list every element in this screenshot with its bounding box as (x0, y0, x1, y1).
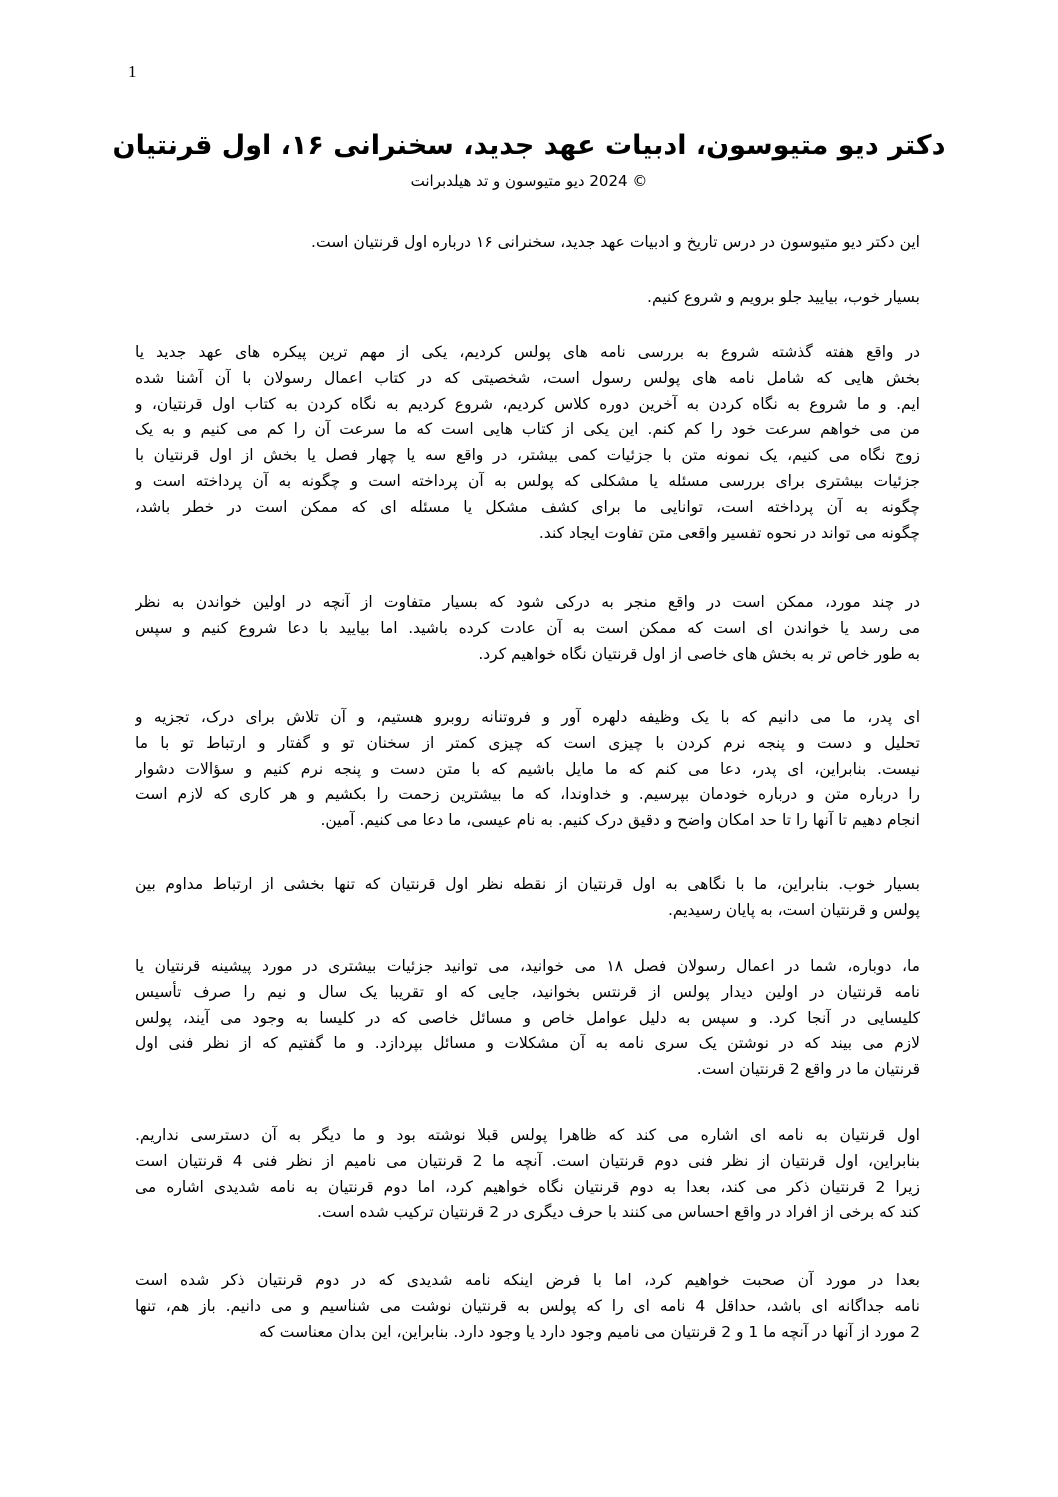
text-line: کند که برخی از افراد در واقع احساس می کنند با حرف دیگری در 2 قرنتیان ترکیب شده است. (316, 1203, 920, 1222)
text-line: کلیسایی در آنجا کرد. و سپس به دلیل عوامل خاص و مسائل خاصی که در کلیسا به وجود می آیند، پولس (135, 1008, 920, 1027)
text-line: به طور خاص تر به بخش های خاصی از اول قرنتیان نگاه خواهیم کرد. (478, 644, 920, 663)
paragraph (135, 285, 920, 311)
text-line: این دکتر دیو متیوسون در درس تاریخ و ادبیات عهد جدید، سخنرانی ۱۶ درباره اول قرنتیان است. (311, 233, 920, 251)
paragraph (135, 954, 920, 1083)
text-line: من می خواهم سرعت خود را کم کنم. این یکی از کتاب هایی است که ما سرعت آن را کم می کنیم و به یک (135, 420, 920, 439)
page-number: 1 (128, 62, 137, 81)
text-line: تحلیل و دست و پنجه نرم کردن با چیزی است که چیزی کمتر از سخنان تو و گفتار و ارتباط تو با ما (135, 733, 920, 752)
text-line: نیست. بنابراین، ای پدر، دعا می کنم که ما مایل باشیم که با متن دست و پنجه نرم کنیم و سؤالات دشوار (135, 759, 920, 778)
text-line: بنابراین، اول قرنتیان از نظر فنی دوم قرنتیان است. آنچه ما 2 قرنتیان می نامیم از نظر فنی 4 قرنتیان است (135, 1151, 920, 1170)
text-line: ما، دوباره، شما در اعمال رسولان فصل ۱۸ می خوانید، می توانید جزئیات بیشتری در مورد پیشینه قرنتیان یا (135, 957, 920, 975)
paragraph (135, 590, 920, 667)
text-line: نامه جداگانه ای باشد، حداقل 4 نامه ای را که پولس به قرنتیان نوشت می شناسیم و می دانیم. باز هم، تنها (135, 1296, 920, 1315)
paragraph (135, 340, 920, 546)
text-line: جزئیات بیشتری برای بررسی مسئله یا مشکلی که پولس به آن پرداخته است و چگونه به آن پرداخته است و (135, 471, 920, 490)
text-line: نامه قرنتیان در اولین دیدار پولس از قرنتس بخوانید، جایی که او تقریبا یک سال و نیم را صرف تأسیس (135, 982, 920, 1001)
document-title: دکتر دیو متیوسون، ادبیات عهد جدید، سخنرانی ۱۶، اول قرنتیان (112, 130, 946, 161)
text-line: بعدا در مورد آن صحبت خواهیم کرد، اما با فرض اینکه نامه شدیدی که در دوم قرنتیان ذکر شده است (135, 1271, 920, 1289)
text-line: چگونه به آن پرداخته است، توانایی ما برای کشف مشکل یا مسئله ای که ممکن است در خطر باشد، (135, 497, 920, 516)
text-line: ای پدر، ما می دانیم که با یک وظیفه دلهره آور و فروتنانه روبرو هستیم، و آن تلاش برای درک، تجزیه و (135, 708, 920, 726)
text-line: در چند مورد، ممکن است در واقع منجر به درکی شود که بسیار متفاوت از آنچه در اولین خواندن به نظر (135, 593, 920, 611)
text-line: زوج نگاه می کنیم، یک نمونه متن با جزئیات کمی بیشتر، در واقع سه یا چهار فصل یا بخش از اول قرنتیان با (135, 446, 920, 465)
text-line: 2 مورد از آنها در آنچه ما 1 و 2 قرنتیان می نامیم وجود دارد یا وجود دارد. بنابراین، این بدان معناست که (259, 1322, 920, 1341)
text-line: قرنتیان ما در واقع 2 قرنتیان است. (696, 1060, 920, 1079)
text-line: می رسد یا خواندن ای است که ممکن است به آن عادت کرده باشید. اما بیایید با دعا شروع کنیم و سپس (135, 618, 920, 637)
copyright-line: © 2024 دیو متیوسون و تد هیلدبرانت (410, 172, 648, 190)
paragraph (135, 872, 920, 924)
text-line: را درباره متن و درباره خودمان بپرسیم. و خداوندا، که ما بیشترین زحمت را بکشیم و هر کاری که لازم است (135, 785, 920, 804)
text-line: بسیار خوب. بنابراین، ما با نگاهی به اول قرنتیان از نقطه نظر اول قرنتیان که تنها بخشی از ارتباط مداوم بین (135, 875, 920, 893)
text-line: زیرا 2 قرنتیان ذکر می کند، بعدا به دوم قرنتیان نگاه خواهیم کرد، اما دوم قرنتیان به نامه شدیدی اشاره می (135, 1177, 920, 1196)
paragraph (135, 705, 920, 834)
paragraph (135, 1268, 920, 1345)
text-line: اول قرنتیان به نامه ای اشاره می کند که ظاهرا پولس قبلا نوشته بود و ما دیگر به آن دسترسی نداریم. (135, 1126, 920, 1144)
text-line: لازم می بیند که در نوشتن یک سری نامه به آن مشکلات و مسائل بپردازد. و ما گفتیم که از نظر فنی اول (135, 1034, 920, 1053)
paragraph (135, 1123, 920, 1226)
paragraph (135, 230, 920, 256)
text-line: چگونه می تواند در نحوه تفسیر واقعی متن تفاوت ایجاد کند. (538, 523, 920, 542)
text-line: انجام دهیم تا آنها را تا حد امکان واضح و دقیق درک کنیم. به نام عیسی، ما دعا می کنیم. آمین. (320, 811, 920, 830)
text-line: پولس و قرنتیان است، به پایان رسیدیم. (667, 900, 920, 919)
text-line: ایم. و ما شروع به نگاه کردن به آخرین دوره کلاس کردیم، شروع کردیم به نگاه کردن به کتاب اول قرنتیان، و (135, 394, 920, 413)
text-line: بسیار خوب، بیایید جلو برویم و شروع کنیم. (647, 288, 920, 306)
text-line: در واقع هفته گذشته شروع به بررسی نامه های پولس کردیم، یکی از مهم ترین پیکره های عهد جدید یا (135, 343, 920, 361)
text-line: بخش هایی که شامل نامه های پولس رسول است، شخصیتی که در کتاب اعمال رسولان با آن آشنا شده (135, 368, 920, 387)
